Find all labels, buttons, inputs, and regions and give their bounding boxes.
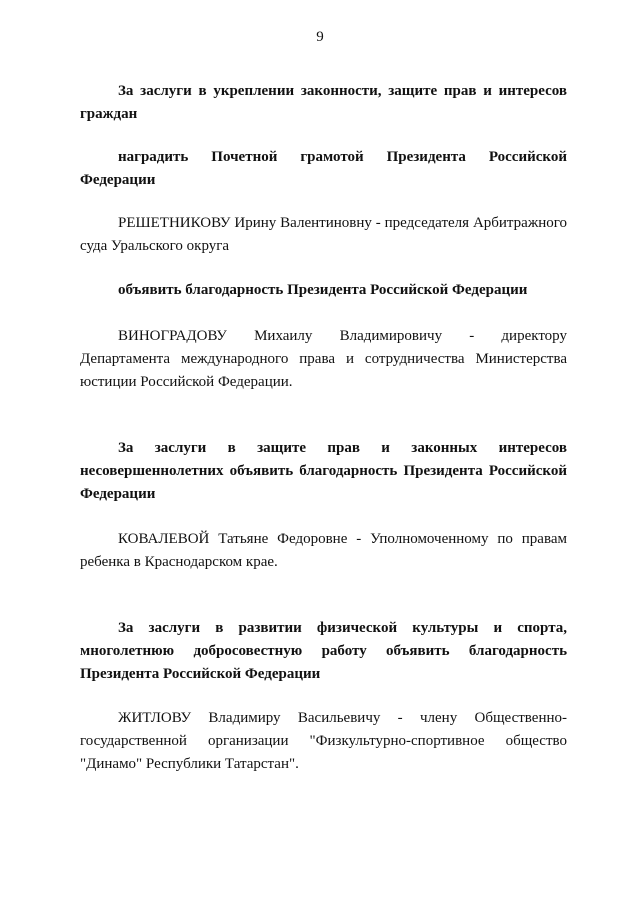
section-2-award-action: объявить благодарность Президента Российской Федерации: [118, 282, 528, 298]
page-number: 9: [316, 29, 324, 45]
section-4-recipient: ЖИТЛОВУ Владимиру Васильевичу - члену Общественно-государственной организации "Физкультурно-спортивное общество "Динамо" Республики Татарстан".: [80, 710, 567, 772]
section-1-heading: За заслуги в укреплении законности, защите прав и интересов граждан: [80, 83, 567, 122]
section-3-recipient: КОВАЛЕВОЙ Татьяне Федоровне - Уполномоченному по правам ребенка в Краснодарском крае.: [80, 531, 567, 570]
section-3-heading: За заслуги в защите прав и законных интересов несовершеннолетних объявить благодарность Президента Российской Федерации: [80, 440, 567, 502]
section-1-recipient: РЕШЕТНИКОВУ Ирину Валентиновну - председателя Арбитражного суда Уральского округа: [80, 215, 567, 254]
section-4-heading: За заслуги в развитии физической культуры и спорта, многолетнюю добросовестную работу объявить благодарность Президента Российской Федерации: [80, 620, 567, 682]
section-1-award-action: наградить Почетной грамотой Президента Российской Федерации: [80, 149, 567, 188]
section-2-recipient: ВИНОГРАДОВУ Михаилу Владимировичу - директору Департамента международного права и сотрудничества Министерства юстиции Российской Федерации.: [80, 328, 567, 390]
